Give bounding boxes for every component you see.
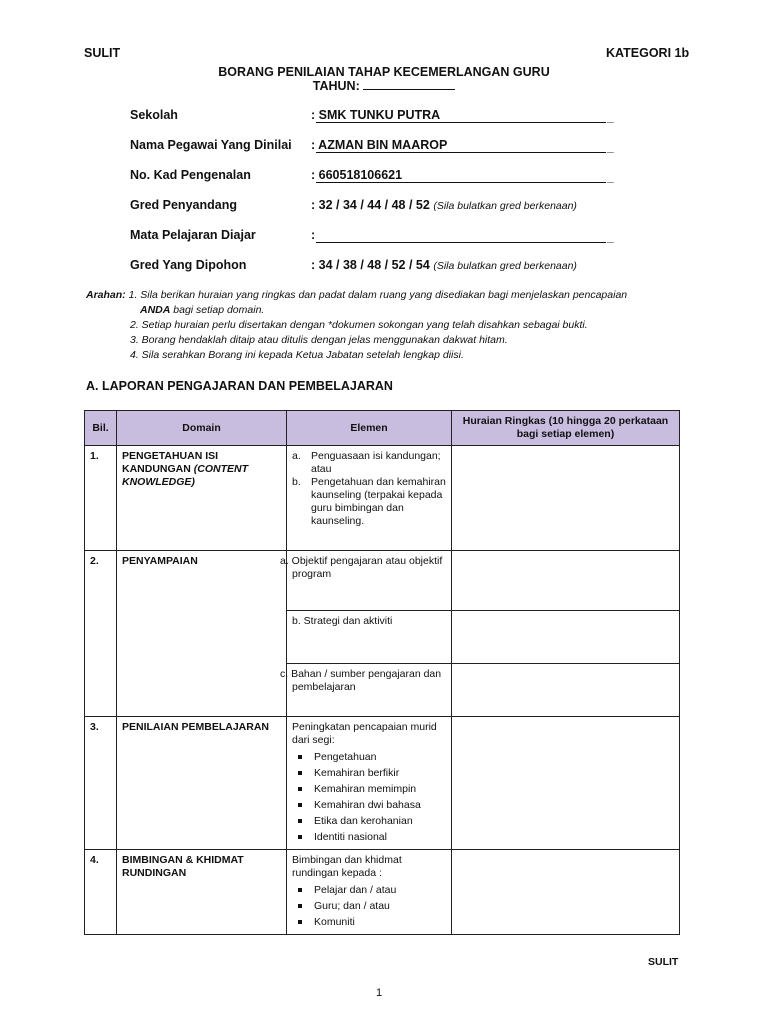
col-header-description: Huraian Ringkas (10 hingga 20 perkataan bagi setiap elemen) <box>452 411 680 446</box>
element-item: a. Objektif pengajaran atau objektif program <box>287 551 452 611</box>
field-value-subject[interactable]: : <box>311 228 316 242</box>
table-row <box>85 446 680 551</box>
field-underline <box>316 152 606 153</box>
current-grade-options[interactable]: : 32 / 34 / 44 / 48 / 52 <box>311 198 430 212</box>
col-header-domain: Domain <box>117 411 287 446</box>
list-item: Kemahiran berfikir <box>292 765 446 781</box>
field-underline <box>316 122 606 123</box>
description-input-cell[interactable] <box>452 551 680 611</box>
section-a-title: A. LAPORAN PENGAJARAN DAN PEMBELAJARAN <box>86 379 393 393</box>
list-item: Komuniti <box>292 914 446 930</box>
row-elements <box>287 446 452 551</box>
instructions-label: Arahan: <box>86 289 126 301</box>
instruction-line-2: 2. Setiap huraian perlu disertakan dengan *dokumen sokongan yang telah disahkan sebagai bukti. <box>130 319 588 331</box>
field-value-ic-number[interactable]: : 660518106621 <box>311 168 403 182</box>
table-row <box>85 717 680 850</box>
field-label-officer-name: Nama Pegawai Yang Dinilai <box>130 138 292 152</box>
list-item: Pelajar dan / atau <box>292 882 446 898</box>
col-header-bil: Bil. <box>85 411 117 446</box>
row-number: 3. <box>85 717 117 850</box>
applied-grade-note: (Sila bulatkan gred berkenaan) <box>433 260 577 272</box>
instruction-line-1: Arahan: 1. Sila berikan huraian yang ringkas dan padat dalam ruang yang disediakan bagi menjelaskan pencapaian <box>86 289 628 301</box>
current-grade-note: (Sila bulatkan gred berkenaan) <box>433 200 577 212</box>
description-input-cell[interactable] <box>452 611 680 664</box>
field-label-current-grade: Gred Penyandang <box>130 198 237 212</box>
field-label-ic-number: No. Kad Pengenalan <box>130 168 251 182</box>
year-row <box>0 79 768 93</box>
list-item: Pengetahuan <box>292 749 446 765</box>
element-item: a. Penguasaan isi kandungan; atau <box>292 450 441 475</box>
list-item: Guru; dan / atau <box>292 898 446 914</box>
description-input-cell[interactable] <box>452 446 680 551</box>
assessment-table <box>84 410 680 935</box>
list-item: Kemahiran dwi bahasa <box>292 797 446 813</box>
table-row <box>85 850 680 935</box>
description-input-cell[interactable] <box>452 664 680 717</box>
row-number: 4. <box>85 850 117 935</box>
row-elements <box>287 850 452 935</box>
list-item: Identiti nasional <box>292 829 446 845</box>
row-number: 1. <box>85 446 117 551</box>
instruction-line-4: 4. Sila serahkan Borang ini kepada Ketua Jabatan setelah lengkap diisi. <box>130 349 464 361</box>
table-header-row <box>85 411 680 446</box>
description-input-cell[interactable] <box>452 717 680 850</box>
instruction-line-1b: ANDA bagi setiap domain. <box>140 304 265 316</box>
field-value-officer-name[interactable]: : AZMAN BIN MAAROP <box>311 138 448 152</box>
element-list <box>292 749 446 845</box>
row-domain: PENGETAHUAN ISI KANDUNGAN (CONTENT KNOWLEDGE) <box>117 446 287 551</box>
table-row <box>85 551 680 611</box>
row-domain: PENYAMPAIAN <box>117 551 287 717</box>
field-value-school[interactable]: : SMK TUNKU PUTRA <box>311 108 441 122</box>
row-domain: PENILAIAN PEMBELAJARAN <box>117 717 287 850</box>
element-item: b. Strategi dan aktiviti <box>287 611 452 664</box>
field-value-current-grade[interactable] <box>311 198 577 212</box>
instructions <box>86 288 686 363</box>
element-intro: Peningkatan pencapaian murid dari segi: <box>292 721 437 746</box>
row-number: 2. <box>85 551 117 717</box>
year-label: TAHUN: <box>312 79 360 93</box>
col-header-element: Elemen <box>287 411 452 446</box>
page-number: 1 <box>376 987 383 999</box>
classification-label: SULIT <box>84 46 121 60</box>
field-underline <box>316 182 606 183</box>
applied-grade-options[interactable]: : 34 / 38 / 48 / 52 / 54 <box>311 258 430 272</box>
field-label-applied-grade: Gred Yang Dipohon <box>130 258 247 272</box>
element-item: b. Pengetahuan dan kemahiran kaunseling (terpakai kepada guru bimbingan dan kaunseling. <box>292 476 446 527</box>
field-label-school: Sekolah <box>130 108 178 122</box>
element-list <box>292 882 446 930</box>
field-label-subject: Mata Pelajaran Diajar <box>130 228 256 242</box>
element-intro: Bimbingan dan khidmat rundingan kepada : <box>292 854 402 879</box>
description-input-cell[interactable] <box>452 850 680 935</box>
footer-classification: SULIT <box>648 956 679 968</box>
field-underline <box>316 242 606 243</box>
list-item: Kemahiran memimpin <box>292 781 446 797</box>
list-item: Etika dan kerohanian <box>292 813 446 829</box>
element-item: c. Bahan / sumber pengajaran dan pembelajaran <box>287 664 452 717</box>
category-label: KATEGORI 1b <box>606 46 690 60</box>
instruction-line-3: 3. Borang hendaklah ditaip atau ditulis dengan jelas menggunakan dakwat hitam. <box>130 334 508 346</box>
row-domain: BIMBINGAN & KHIDMAT RUNDINGAN <box>117 850 287 935</box>
form-title: BORANG PENILAIAN TAHAP KECEMERLANGAN GURU <box>218 65 550 79</box>
field-value-applied-grade[interactable] <box>311 258 577 272</box>
row-elements <box>287 717 452 850</box>
year-input-line[interactable] <box>363 79 455 90</box>
